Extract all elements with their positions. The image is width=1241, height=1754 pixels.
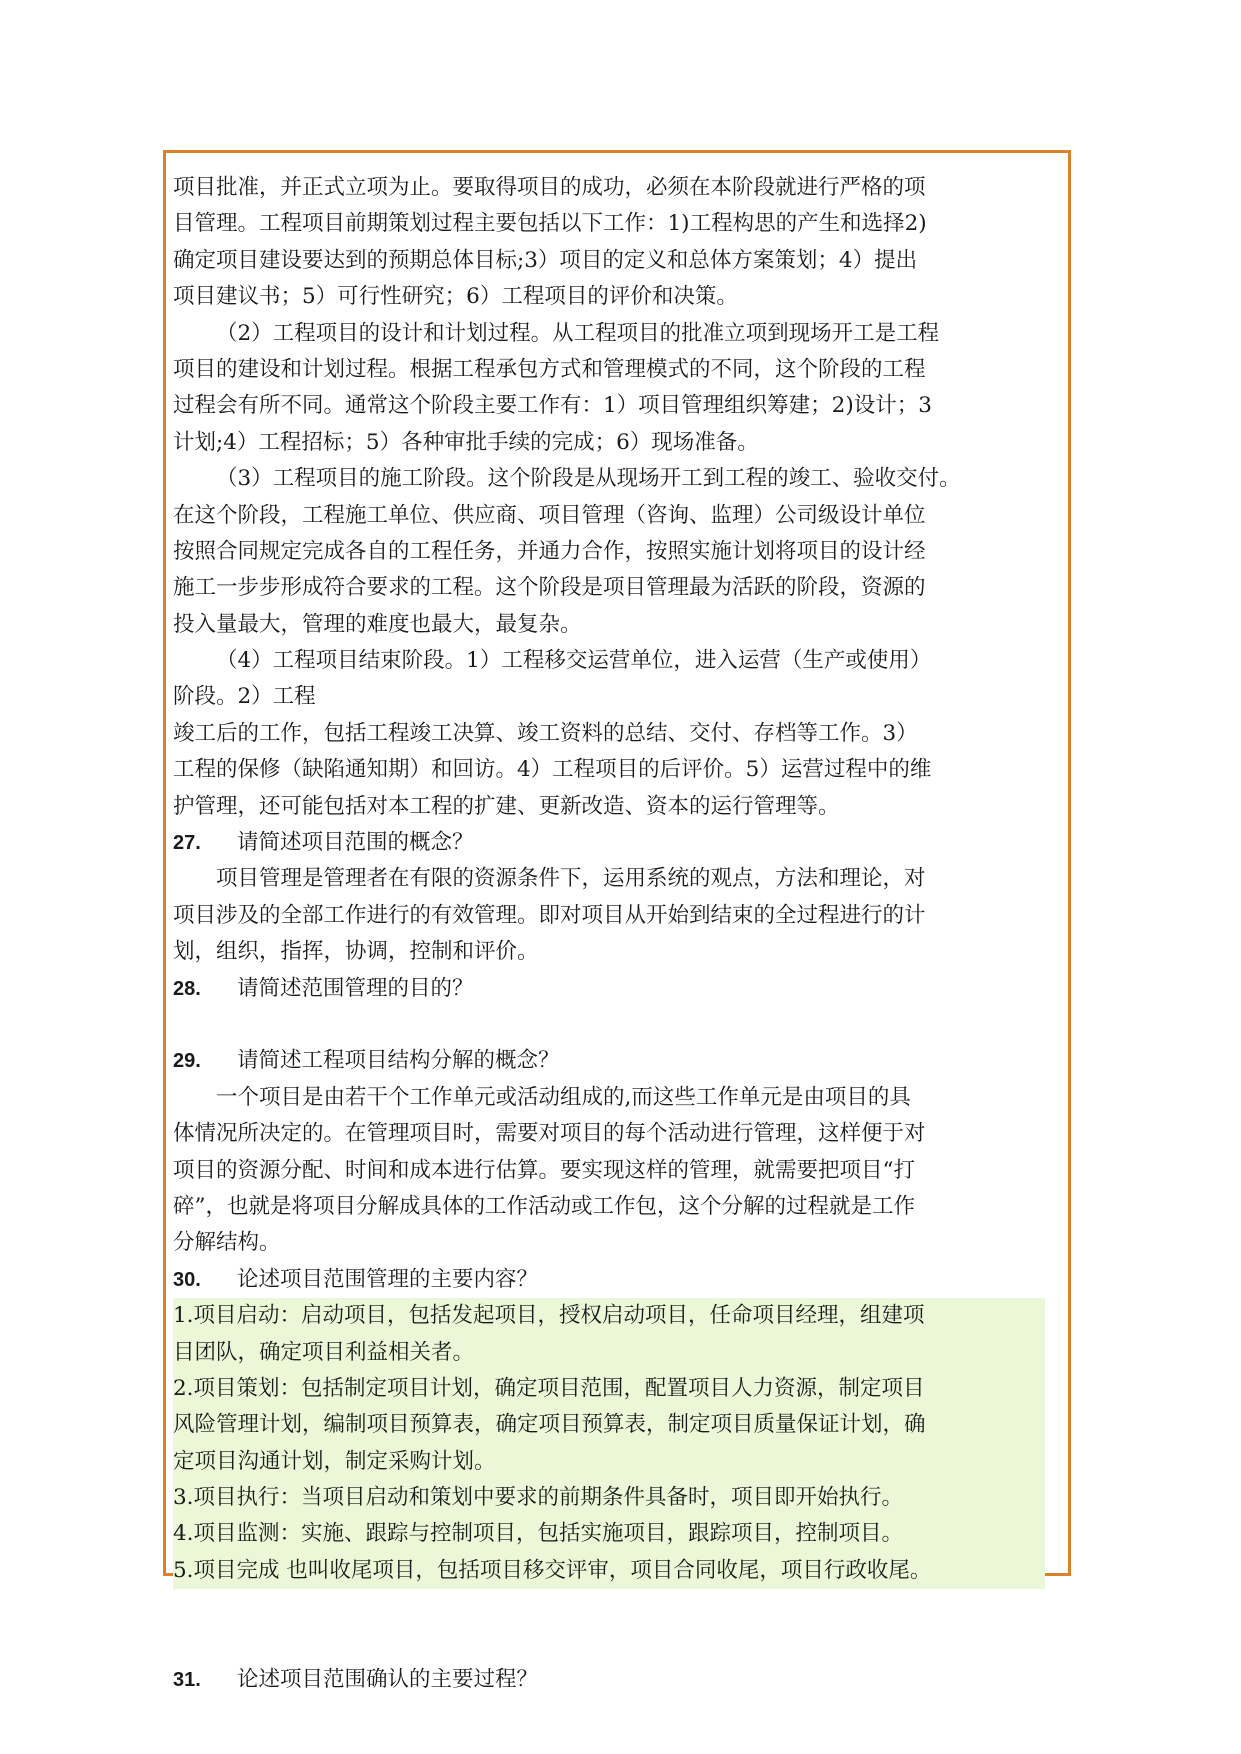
list-item-line: 4.项目监测：实施、跟踪与控制项目，包括实施项目，跟踪项目，控制项目。 xyxy=(173,1521,904,1547)
paragraph-line: 过程会有所不同。通常这个阶段主要工作有：1）项目管理组织筹建；2)设计；3 xyxy=(173,393,932,419)
blank-line xyxy=(173,1589,1055,1625)
question-text: 论述项目范围管理的主要内容？ xyxy=(237,1266,539,1292)
blank-line xyxy=(173,1626,1055,1662)
paragraph-line: 投入量最大，管理的难度也最大，最复杂。 xyxy=(173,611,582,637)
list-item-line: 风险管理计划，编制项目预算表，确定项目预算表，制定项目质量保证计划，确 xyxy=(173,1412,926,1438)
question-number: 28. xyxy=(173,977,201,1000)
question-number: 30. xyxy=(173,1268,201,1291)
paragraph-line: （4）工程项目结束阶段。1）工程移交运营单位，进入运营（生产或使用） xyxy=(216,648,932,674)
paragraph-line: 项目建议书；5）可行性研究；6）工程项目的评价和决策。 xyxy=(173,284,738,310)
paragraph-line: 计划;4）工程招标；5）各种审批手续的完成；6）现场准备。 xyxy=(173,429,759,455)
question-text: 论述项目范围确认的主要过程？ xyxy=(237,1667,539,1693)
highlighted-answer-block xyxy=(173,1298,1045,1589)
paragraph-line: 体情况所决定的。在管理项目时，需要对项目的每个活动进行管理，这样便于对 xyxy=(173,1121,926,1147)
paragraph-line: 项目的建设和计划过程。根据工程承包方式和管理模式的不同，这个阶段的工程 xyxy=(173,356,926,382)
paragraph-line: 项目批准，并正式立项为止。要取得项目的成功，必须在本阶段就进行严格的项 xyxy=(173,175,926,200)
paragraph-line: 项目管理是管理者在有限的资源条件下，运用系统的观点，方法和理论，对 xyxy=(216,866,926,892)
paragraph-line: 分解结构。 xyxy=(173,1230,281,1256)
paragraph-line: 工程的保修（缺陷通知期）和回访。4）工程项目的后评价。5）运营过程中的维 xyxy=(173,757,932,783)
question-text: 请简述工程项目结构分解的概念？ xyxy=(237,1048,560,1074)
list-item-line: 2.项目策划：包括制定项目计划，确定项目范围，配置项目人力资源，制定项目 xyxy=(173,1375,925,1401)
paragraph-line: 项目的资源分配、时间和成本进行估算。要实现这样的管理，就需要把项目“打 xyxy=(173,1157,915,1183)
paragraph-line: 竣工后的工作，包括工程竣工决算、竣工资料的总结、交付、存档等工作。3） xyxy=(173,720,918,746)
list-item-line: 目团队，确定项目利益相关者。 xyxy=(173,1339,475,1365)
paragraph-line: 目管理。工程项目前期策划过程主要包括以下工作：1)工程构思的产生和选择2) xyxy=(173,211,927,237)
question-heading-29 xyxy=(173,1043,1055,1079)
blank-line xyxy=(173,1007,1055,1043)
paragraph-line: 阶段。2）工程 xyxy=(173,684,316,710)
paragraph-line: 项目涉及的全部工作进行的有效管理。即对项目从开始到结束的全过程进行的计 xyxy=(173,902,926,928)
list-item-line: 定项目沟通计划，制定采购计划。 xyxy=(173,1448,496,1474)
question-heading-30 xyxy=(173,1262,1055,1298)
list-item-line: 5.项目完成 也叫收尾项目，包括项目移交评审，项目合同收尾，项目行政收尾。 xyxy=(173,1557,932,1583)
list-item-line: 3.项目执行：当项目启动和策划中要求的前期条件具备时，项目即开始执行。 xyxy=(173,1485,904,1511)
paragraph-line: 确定项目建设要达到的预期总体目标;3）项目的定义和总体方案策划；4）提出 xyxy=(173,247,918,273)
paragraph-line: （3）工程项目的施工阶段。这个阶段是从现场开工到工程的竣工、验收交付。 xyxy=(216,466,961,492)
question-text: 请简述项目范围的概念？ xyxy=(237,830,474,856)
question-heading-28 xyxy=(173,971,1055,1007)
question-number: 29. xyxy=(173,1050,201,1073)
list-item-line: 1.项目启动：启动项目，包括发起项目，授权启动项目，任命项目经理，组建项 xyxy=(173,1303,925,1329)
document-body xyxy=(173,170,1055,1698)
paragraph-line: （2）工程项目的设计和计划过程。从工程项目的批准立项到现场开工是工程 xyxy=(216,320,940,346)
paragraph-line: 护管理，还可能包括对本工程的扩建、更新改造、资本的运行管理等。 xyxy=(173,793,840,819)
paragraph-line: 按照合同规定完成各自的工程任务，并通力合作，按照实施计划将项目的设计经 xyxy=(173,538,926,564)
question-number: 31. xyxy=(173,1669,201,1692)
paragraph-line: 施工一步步形成符合要求的工程。这个阶段是项目管理最为活跃的阶段，资源的 xyxy=(173,575,926,601)
paragraph-line: 碎”，也就是将项目分解成具体的工作活动或工作包，这个分解的过程就是工作 xyxy=(173,1193,915,1219)
question-text: 请简述范围管理的目的？ xyxy=(237,975,474,1001)
paragraph-line: 一个项目是由若干个工作单元或活动组成的,而这些工作单元是由项目的具 xyxy=(216,1084,911,1110)
paragraph-line: 划，组织，指挥，协调，控制和评价。 xyxy=(173,939,539,965)
question-number: 27. xyxy=(173,832,201,855)
paragraph-line: 在这个阶段，工程施工单位、供应商、项目管理（咨询、监理）公司级设计单位 xyxy=(173,502,926,528)
question-heading-31 xyxy=(173,1662,1055,1698)
question-heading-27 xyxy=(173,825,1055,861)
